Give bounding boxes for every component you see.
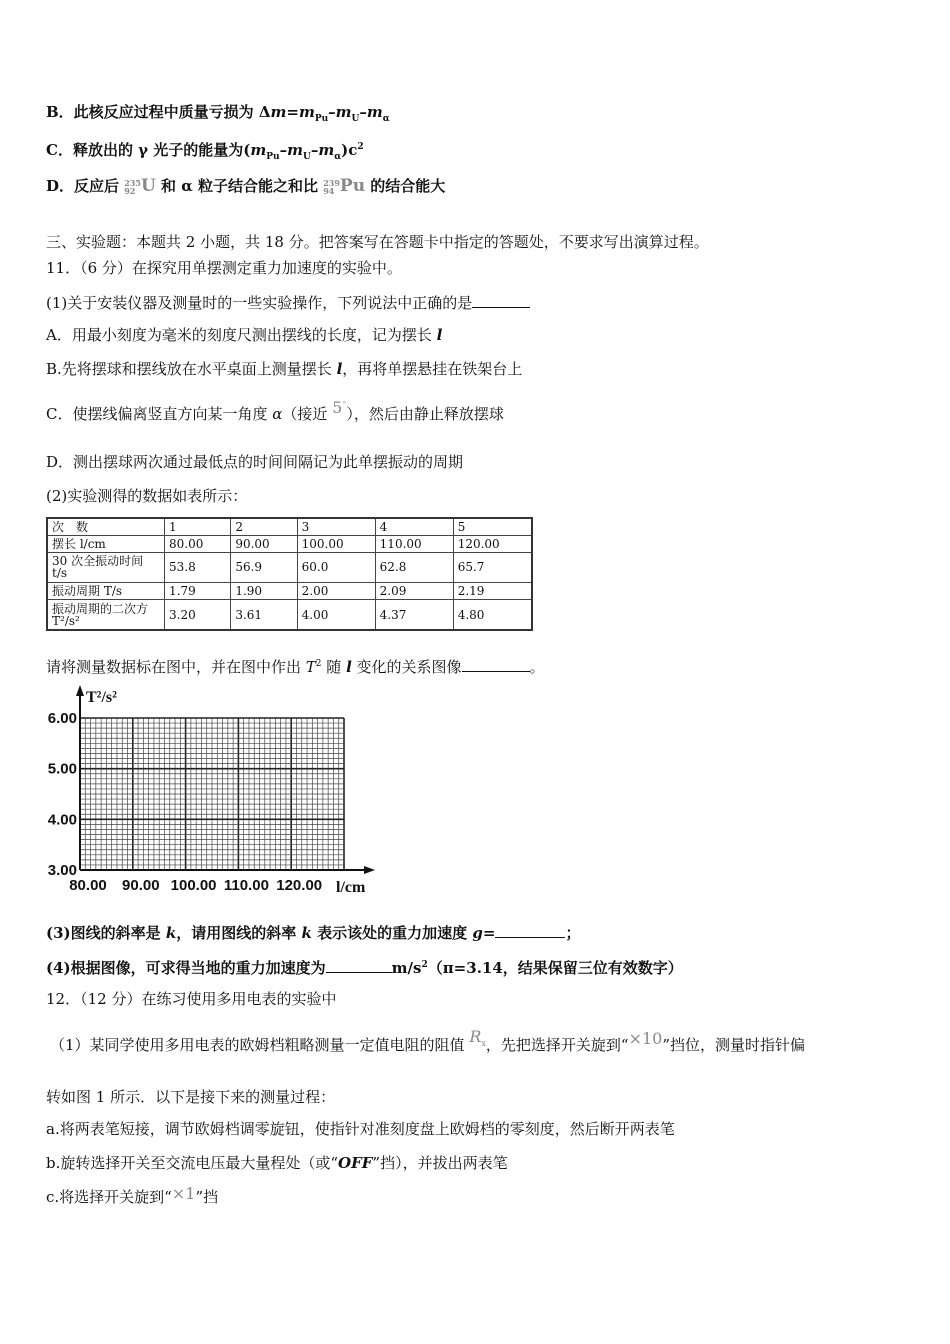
axes [76,685,375,874]
t2-vs-l-grid-chart[interactable] [40,680,380,898]
y-tick-label: 5.00 [47,760,77,778]
uranium-nuclide: 235 92 U [124,176,156,196]
q11-option-b: B.先将摆球和摆线放在水平桌面上测量摆长 l，再将单摆悬挂在铁架台上 [46,360,523,378]
x-axis-label: l/cm [336,879,366,896]
option-d: D．反应后 235 92 U 和 α 粒子结合能之和比 239 94 Pu 的结合能大 [46,176,446,196]
data-table [46,517,533,631]
x-tick-labels [69,877,322,894]
table-row: 振动周期的二次方 T²/s² 3.20 3.61 4.00 4.37 4.80 [47,600,532,630]
table-row: 次 数 1 2 3 4 5 [47,518,532,535]
y-tick-label: 6.00 [47,710,77,727]
q12-step-b: b.旋转选择开关至交流电压最大量程处（或“OFF”挡），并拔出两表笔 [46,1154,508,1172]
q11-part2: (2)实验测得的数据如表所示： [46,487,248,505]
q11-part3: (3)图线的斜率是 k，请用图线的斜率 k 表示该处的重力加速度 g= ； [46,921,580,943]
option-b: B．此核反应过程中质量亏损为 $\Delta m=m_{Pu}-m_U-m_\alpha$ [46,103,390,124]
y-tick-labels [48,710,77,879]
q12-part1-cont: 转如图 1 所示．以下是接下来的测量过程： [46,1088,336,1106]
answer-blank[interactable] [495,921,565,938]
q11-part2-instruction: 请将测量数据标在图中，并在图中作出 $T^2$ 随 l 变化的关系图像 。 [46,654,545,677]
q11-part4: (4)根据图像，可求得当地的重力加速度为 $m/s^2(\pi=3.14$，结果保留三位有效数字） [46,955,683,978]
q11-part1: (1)关于安装仪器及测量时的一些实验操作，下列说法中正确的是 [46,291,530,313]
q11-option-c: C．使摆线偏离竖直方向某一角度 α（接近 5°），然后由静止释放摆球 [46,398,504,423]
x-tick-label: 100.00 [170,877,217,894]
x-tick-label: 110.00 [223,877,269,894]
answer-blank[interactable] [462,655,530,672]
table-row: 30 次全振动时间 t/s 53.8 56.9 60.0 62.8 65.7 [47,552,532,582]
table-row: 振动周期 T/s 1.79 1.90 2.00 2.09 2.19 [47,583,532,600]
y-tick-label: 3.00 [47,862,77,879]
table-row: 摆长 l/cm 80.00 90.00 100.00 110.00 120.00 [47,535,532,552]
x-axis-arrow [364,866,375,874]
q12-step-a: a.将两表笔短接，调节欧姆档调零旋钮，使指针对准刻度盘上欧姆档的零刻度，然后断开两表笔 [46,1120,675,1138]
y-axis-label: T²/s² [86,689,117,706]
x-tick-label: 90.00 [122,877,160,894]
x-tick-label: 80.00 [69,877,107,894]
y-tick-label: 4.00 [47,811,77,829]
q11-option-a: A．用最小刻度为毫米的刻度尺测出摆线的长度，记为摆长 l [46,326,443,344]
q12-title: 12．（12 分）在练习使用多用电表的实验中 [46,990,337,1008]
y-axis-arrow [76,685,84,696]
q11-option-d: D．测出摆球两次通过最低点的时间间隔记为此单摆振动的周期 [46,453,464,471]
answer-blank[interactable] [326,956,392,973]
plutonium-nuclide: 239 94 Pu [323,176,366,196]
option-c: C．释放出的 γ 光子的能量为$(m_{Pu}-m_U-m_\alpha)c^2$ [46,141,364,162]
q11-title: 11．（6 分）在探究用单摆测定重力加速度的实验中。 [46,259,402,277]
q12-part1: （1）某同学使用多用电表的欧姆档粗略测量一定值电阻的阻值 $R^x$，先把选择开关旋到“×10”挡位，测量时指针偏 [50,1027,805,1054]
q12-step-c: c.将选择开关旋到“×1”挡 [46,1184,219,1206]
x-tick-label: 120.00 [276,877,323,894]
grid-lines [80,718,344,870]
answer-blank[interactable] [472,291,530,308]
section-heading: 三、实验题：本题共 2 小题，共 18 分。把答案写在答题卡中指定的答题处，不要求写出演算过程。 [46,233,709,251]
